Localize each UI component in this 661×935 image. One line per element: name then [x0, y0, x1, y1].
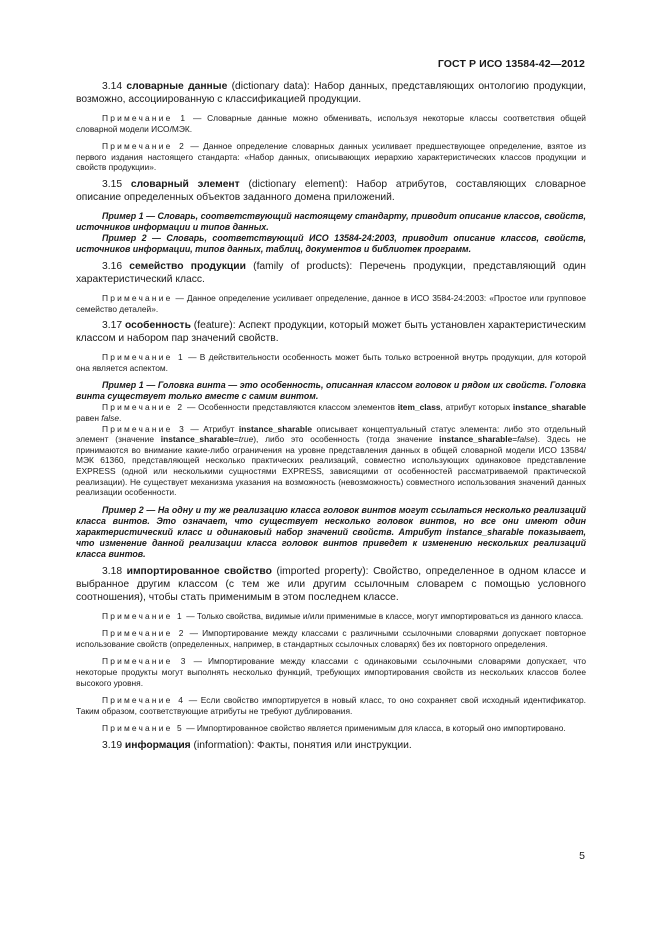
- note-text: — Словарные данные можно обменивать, используя некоторые классы соответствия общей словарной модели ИСО/МЭК.: [76, 113, 586, 134]
- note-text-part: ), либо это особенность (тогда значение: [253, 434, 440, 445]
- note-paragraph: [76, 628, 586, 649]
- term-name: словарные данные: [126, 81, 228, 92]
- note-text: — Импортированное свойство является применимым для класса, в который оно импортировано.: [183, 723, 566, 734]
- page-number: 5: [579, 850, 585, 862]
- term-text: (information): Факты, понятия или инструкции.: [190, 740, 412, 752]
- term-definition: [76, 260, 586, 286]
- term-number: 3.19: [102, 740, 123, 752]
- note-text: — Если свойство импортируется в новый класс, то оно сохраняет свой исходный идентификатор. Таким образом, соответствующие атрибуты не требуют дублирования.: [76, 695, 586, 716]
- note-text-part: item_class: [397, 402, 441, 413]
- note-label: Примечание: [102, 695, 173, 706]
- note-paragraph: [76, 113, 586, 134]
- example-paragraph: [76, 505, 586, 560]
- term-number: 3.17: [102, 320, 123, 332]
- term-number: 3.15: [102, 178, 123, 190]
- note-number: 5: [172, 723, 184, 734]
- term-definition: [76, 739, 586, 752]
- term-number: 3.14: [102, 81, 123, 92]
- note-number: 3: [172, 423, 186, 434]
- note-label: Примечание: [102, 628, 173, 639]
- term-number: 3.18: [102, 565, 123, 577]
- note-number: 1: [172, 113, 188, 123]
- note-text: — Импортирование между классами с различными ссылочными словарями допускает повторное использование свойств (определенных, например, в стандартных ссылочных словарях) без их повторного определения.: [76, 628, 586, 649]
- term-definition: [76, 319, 586, 345]
- example-text: Пример 2 — Словарь, соответствующий ИСО 13584-24:2003, приводит описание классов, свойств, источников информации, типов данных, таблиц, документов и библиотек программ.: [76, 232, 586, 254]
- term-text: (dictionary element): Набор атрибутов, составляющих словарное описание определенных объектов заданного домена приложений.: [76, 178, 586, 203]
- term-name: импортированное свойство: [126, 565, 272, 577]
- term-name: семейство продукции: [129, 260, 246, 272]
- term-text: (imported property): Свойство, определенное в одном классе и выбранное другим классом (с тем же или другим ссылочным словарем с помощью условного соотношения), чтобы стать применимым в этом последнем классе.: [76, 565, 586, 603]
- note-text-part: =: [512, 434, 518, 445]
- note-label: Примечание: [102, 723, 173, 734]
- note-number: 2: [172, 402, 185, 413]
- note-text: — Данное определение словарных данных усиливает предшествующее определение, взятое из первого издания настоящего стандарта: «Набор данных, описывающих иерархию характеристических классов продукции и свойств продукции».: [76, 141, 586, 173]
- note-paragraph: [76, 611, 586, 622]
- note-number: 2: [172, 628, 186, 639]
- note-paragraph: [76, 695, 586, 716]
- note-number: 1: [172, 352, 185, 363]
- note-text-part: , атрибут которых: [440, 402, 513, 413]
- note-text: — Импортирование между классами с одинаковыми ссылочными словарями допускает, что некоторые продукты могут выполнять несколько функций, требующих импортирования свойств из нескольких классов более высокого уровня.: [76, 656, 586, 688]
- note-number: 3: [172, 656, 188, 667]
- term-text: (dictionary data): Набор данных, представляющих онтологию продукции, возможно, ассоциированную с классификацией продукции.: [76, 81, 586, 105]
- note-paragraph: [76, 656, 586, 688]
- term-definition: [76, 565, 586, 604]
- note-paragraph: [76, 402, 586, 423]
- note-number: 2: [172, 141, 186, 152]
- note-label: Примечание: [102, 113, 173, 123]
- note-label: Примечание: [102, 292, 173, 303]
- note-label: Примечание: [102, 423, 173, 434]
- example-text: Пример 1 — Головка винта — это особенность, описанная классом головок и рядом их свойств. Головка винта существует только вместе с самим винтом.: [76, 380, 586, 402]
- term-name: информация: [124, 740, 191, 752]
- note-label: Примечание: [102, 141, 173, 152]
- example-paragraph: [76, 211, 586, 233]
- note-label: Примечание: [102, 402, 173, 413]
- term-definition: [76, 80, 586, 106]
- note-paragraph: [76, 723, 586, 734]
- note-text-part: instance_sharable: [238, 423, 312, 434]
- note-text-part: true: [238, 434, 254, 445]
- note-text-part: =: [233, 434, 239, 445]
- note-text-part: instance_sharable: [160, 434, 234, 445]
- example-text: Пример 2 — На одну и ту же реализацию класса головок винтов могут ссылаться несколько реализаций класса винтов. Это означает, что существует несколько головок винтов, но все они имеют один характеристический класс и одинаковый набор значений свойств. Атрибут instance_sharable показывает, что изменение данной реализации класса головок винтов приведет к изменению нескольких реализаций класса винтов.: [76, 504, 586, 559]
- note-text-part: описывает концептуальный статус элемента: либо это отдельный элемент (значение: [76, 423, 586, 445]
- term-number: 3.16: [102, 260, 123, 272]
- note-text-part: — Атрибут: [185, 423, 239, 434]
- term-text: (feature): Аспект продукции, который может быть установлен характеристическим классом и набором пар значений свойств.: [76, 320, 586, 345]
- note-label: Примечание: [102, 610, 173, 621]
- standard-header: ГОСТ Р ИСО 13584-42—2012: [437, 58, 585, 70]
- note-text: — Данное определение усиливает определение, данное в ИСО 3584-24:2003: «Простое или групповое семейство деталей».: [76, 292, 586, 314]
- note-text-part: — Особенности представляются классом элементов: [184, 402, 398, 413]
- term-name: словарный элемент: [130, 178, 240, 190]
- note-paragraph: [76, 293, 586, 314]
- document-body: [76, 80, 586, 752]
- example-paragraph: [76, 233, 586, 255]
- example-text: Пример 1 — Словарь, соответствующий настоящему стандарту, приводит описание классов, свойств, источников информации и типов данных.: [76, 210, 586, 232]
- note-paragraph: [76, 424, 586, 498]
- note-text-part: равен: [76, 412, 102, 423]
- note-text-part: false: [517, 434, 535, 445]
- note-text: — В действительности особенность может быть только встроенной внутрь продукции, для которой она является аспектом.: [76, 352, 586, 373]
- note-text-part: .: [118, 412, 122, 423]
- note-text: — Только свойства, видимые и/или применимые в классе, могут импортироваться из данного класса.: [183, 610, 584, 621]
- note-paragraph: [76, 141, 586, 173]
- example-paragraph: [76, 380, 586, 402]
- note-number: 4: [172, 695, 186, 706]
- term-definition: [76, 178, 586, 204]
- note-text-part: instance_sharable: [512, 402, 586, 413]
- term-name: особенность: [124, 320, 191, 332]
- note-number: 1: [172, 610, 184, 621]
- note-text-part: ). Здесь не принимаются во внимание какие-либо ограничения на уровне представления данных в общей словарной модели ИСО 13584/МЭК 61360, представляющей несколько практических реализаций, совместно использующих одинаковое представление EXPRESS (одной или несколькими сущностями EXPRESS, зависящими от особенностей рассматриваемой практической реализации). Не существует механизма указания на возможность (невозможность) совместного использования значений данных реализации особенности.: [76, 434, 587, 498]
- term-text: (family of products): Перечень продукции, представляющий один характеристический класс.: [76, 260, 586, 285]
- note-text-part: instance_sharable: [439, 434, 513, 445]
- note-label: Примечание: [102, 352, 173, 363]
- note-paragraph: [76, 352, 586, 373]
- note-label: Примечание: [102, 656, 173, 667]
- note-text-part: false: [101, 412, 119, 423]
